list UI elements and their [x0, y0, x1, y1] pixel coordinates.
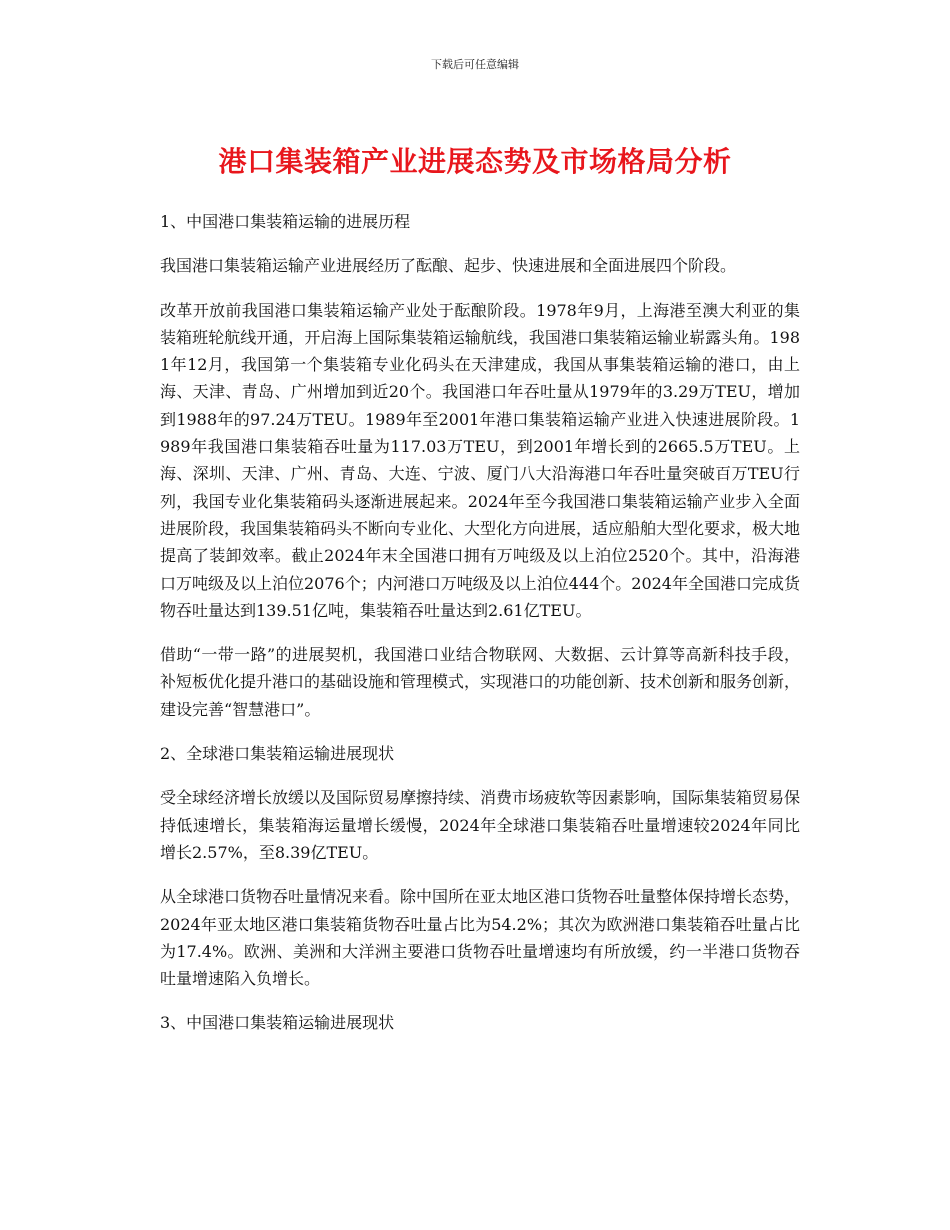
header-note: 下载后可任意编辑: [431, 58, 519, 71]
paragraph: 从全球港口货物吞吐量情况来看。除中国所在亚太地区港口货物吞吐量整体保持增长态势，2024年亚太地区港口集装箱货物吞吐量占比为54.2%；其次为欧洲港口集装箱吞吐量占比为17.4%。欧洲、美洲和大洋洲主要港口货物吞吐量增速均有所放缓，约一半港口货物吞吐量增速陷入负增长。: [160, 887, 801, 989]
paragraph: 改革开放前我国港口集装箱运输产业处于酝酿阶段。1978年9月，上海港至澳大利亚的集装箱班轮航线开通，开启海上国际集装箱运输航线，我国港口集装箱运输业崭露头角。1981年12月，我国第一个集装箱专业化码头在天津建成，我国从事集装箱运输的港口，由上海、天津、青岛、广州增加到近20个。我国港口年吞吐量从1979年的3.29万TEU，增加到1988年的97.24万TEU。1989年至2001年港口集装箱运输产业进入快速进展阶段。1989年我国港口集装箱吞吐量为117.03万TEU，到2001年增长到的2665.5万TEU。上海、深圳、天津、广州、青岛、大连、宁波、厦门八大沿海港口年吞吐量突破百万TEU行列，我国专业化集装箱码头逐渐进展起来。2024年至今我国港口集装箱运输产业步入全面进展阶段，我国集装箱码头不断向专业化、大型化方向进展，适应船舶大型化要求，极大地提高了装卸效率。截止2024年末全国港口拥有万吨级及以上泊位2520个。其中，沿海港口万吨级及以上泊位2076个；内河港口万吨级及以上泊位444个。2024年全国港口完成货物吞吐量达到139.51亿吨，集装箱吞吐量达到2.61亿TEU。: [160, 300, 801, 620]
section-heading-3: 3、中国港口集装箱运输进展现状: [160, 1013, 395, 1033]
document-body: [160, 208, 800, 1054]
section-heading-2: 2、全球港口集装箱运输进展现状: [160, 744, 395, 764]
paragraph: 受全球经济增长放缓以及国际贸易摩擦持续、消费市场疲软等因素影响，国际集装箱贸易保持低速增长，集装箱海运量增长缓慢，2024年全球港口集装箱吞吐量增速较2024年同比增长2.57%，至8.39亿TEU。: [160, 788, 801, 862]
paragraph: 借助“一带一路”的进展契机，我国港口业结合物联网、大数据、云计算等高新科技手段，补短板优化提升港口的基础设施和管理模式，实现港口的功能创新、技术创新和服务创新，建设完善“智慧港口”。: [160, 645, 801, 719]
section-heading-1: 1、中国港口集装箱运输的进展历程: [160, 212, 411, 231]
paragraph: 我国港口集装箱运输产业进展经历了酝酿、起步、快速进展和全面进展四个阶段。: [160, 256, 737, 276]
document-title: 港口集装箱产业进展态势及市场格局分析: [218, 145, 732, 178]
